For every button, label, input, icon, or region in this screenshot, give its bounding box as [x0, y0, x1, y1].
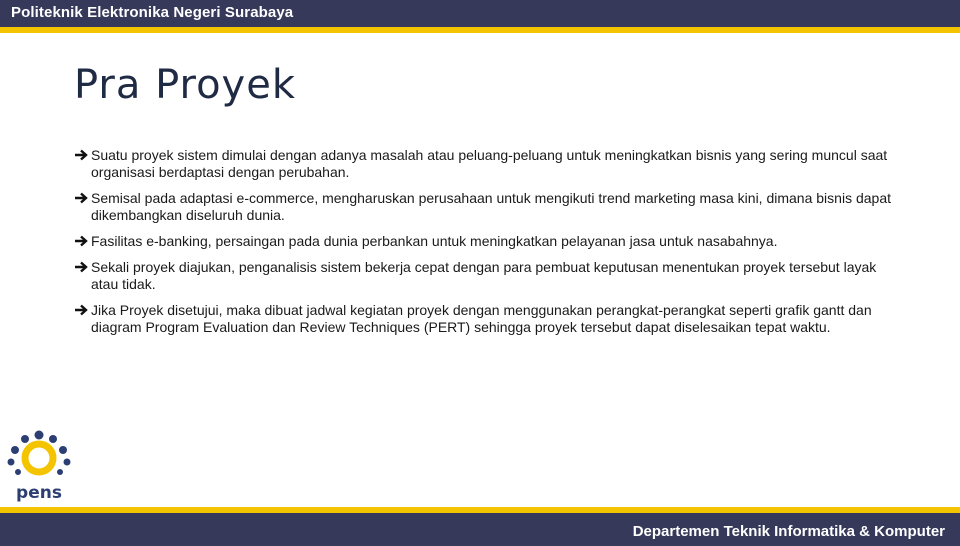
bullet-item: [74, 233, 904, 250]
arrow-right-icon: [74, 148, 90, 162]
bullet-text: Fasilitas e-banking, persaingan pada dunia perbankan untuk meningkatkan pelayanan jasa untuk nasabahnya.: [91, 233, 778, 249]
bullet-list: [74, 147, 904, 345]
arrow-right-icon: [74, 191, 90, 205]
slide-title: Pra Proyek: [74, 62, 296, 108]
institution-name: Politeknik Elektronika Negeri Surabaya: [11, 4, 294, 21]
bullet-text: Semisal pada adaptasi e-commerce, mengharuskan perusahaan untuk mengikuti trend marketing masa kini, dimana bisnis dapat dikembangkan diseluruh dunia.: [91, 190, 891, 223]
arrow-right-icon: [74, 303, 90, 317]
bullet-text: Sekali proyek diajukan, penganalisis sistem bekerja cepat dengan para pembuat keputusan menentukan proyek tersebut layak atau tidak.: [91, 259, 877, 292]
department-name: Departemen Teknik Informatika & Komputer: [632, 523, 945, 540]
bullet-item: [74, 302, 904, 336]
footer-bar: [0, 507, 960, 546]
bullet-item: [74, 190, 904, 224]
pens-logo-icon: [3, 428, 75, 504]
bullet-text: Suatu proyek sistem dimulai dengan adanya masalah atau peluang-peluang untuk meningkatkan bisnis yang sering muncul saat organisasi berdaptasi dengan perubahan.: [91, 147, 888, 180]
header-bar: [0, 0, 960, 33]
bullet-item: [74, 147, 904, 181]
arrow-right-icon: [74, 260, 90, 274]
logo-wordmark: pens: [16, 483, 62, 503]
bullet-item: [74, 259, 904, 293]
bullet-text: Jika Proyek disetujui, maka dibuat jadwal kegiatan proyek dengan menggunakan perangkat-perangkat seperti grafik gantt dan diagram Program Evaluation dan Review Techniques (PERT) sehingga proyek tersebut dapat diselesaikan tepat waktu.: [91, 302, 872, 335]
arrow-right-icon: [74, 234, 90, 248]
